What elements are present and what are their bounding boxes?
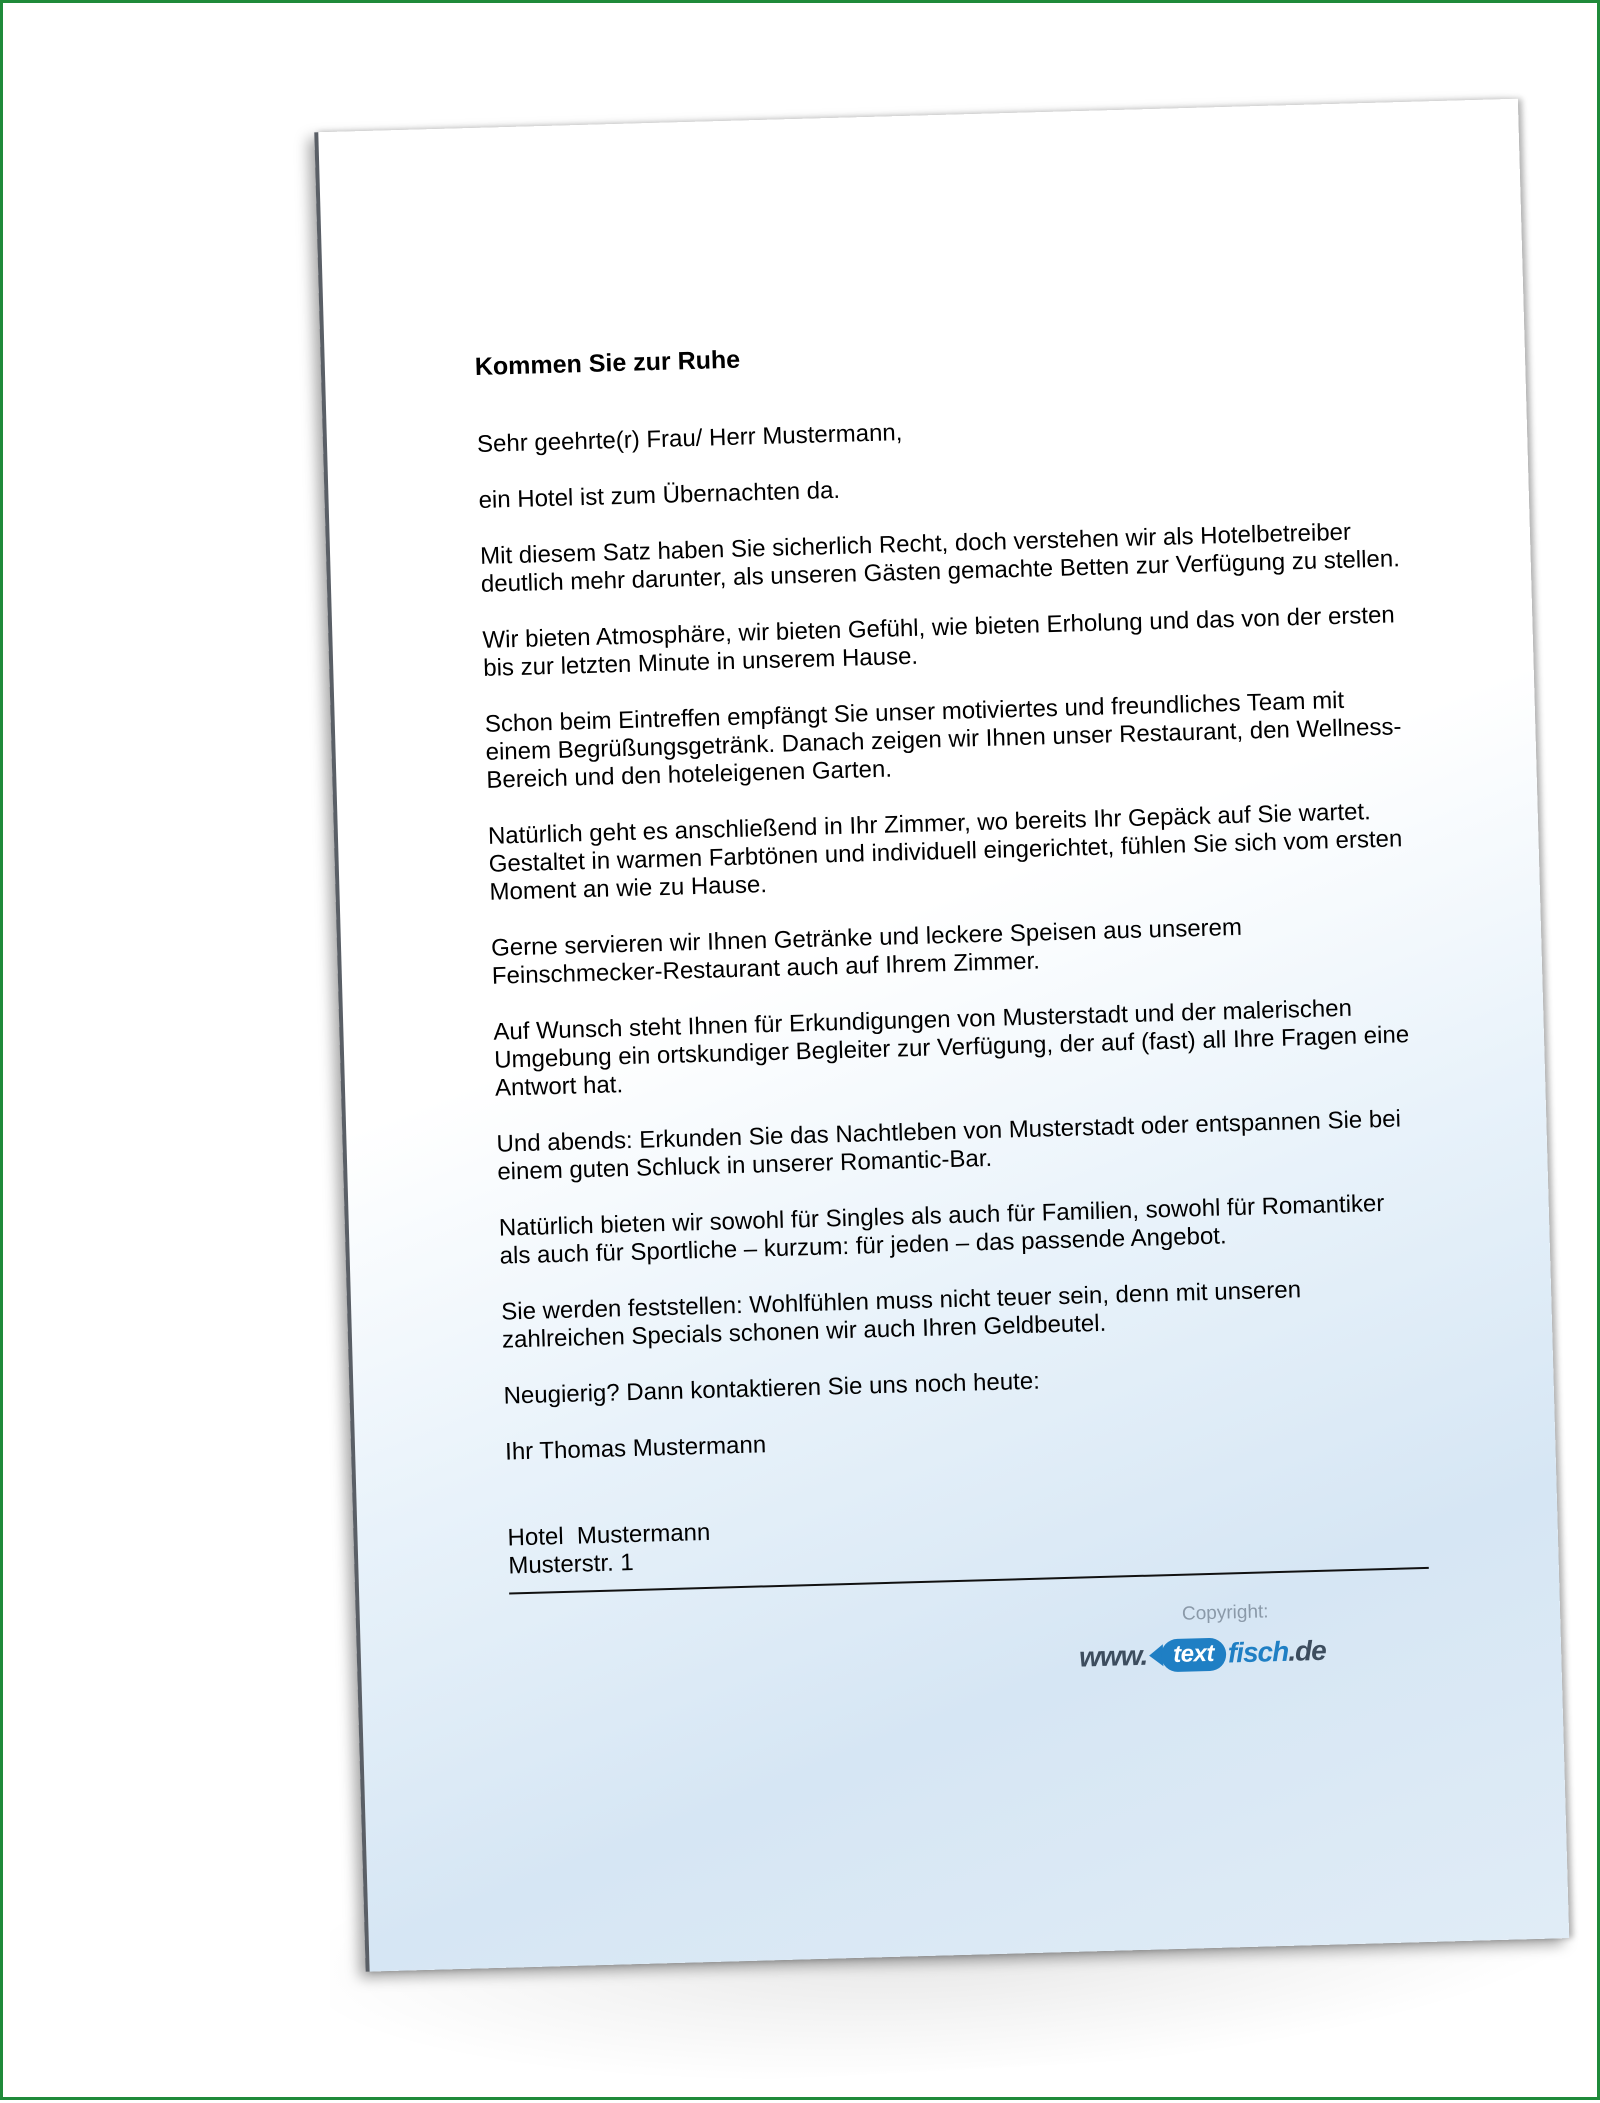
letter-paragraph: Schon beim Eintreffen empfängt Sie unser motiviertes und freundliches Team mit einem Begrüßungsgetränk. Danach zeigen wir Ihnen unser Restaurant, den Wellness-Bereich und den hoteleigenen Garten. <box>484 686 1402 794</box>
logo-fish-text: text <box>1161 1637 1227 1672</box>
copyright-label: Copyright: <box>1181 1601 1269 1625</box>
letter-paragraph: Wir bieten Atmosphäre, wir bieten Gefühl, wie bieten Erholung und das von der ersten bis zur letzten Minute in unserem Hause. <box>482 601 1396 682</box>
letter-paragraph: Natürlich geht es anschließend in Ihr Zimmer, wo bereits Ihr Gepäck auf Sie wartet. Gestaltet in warmen Farbtönen und individuell eingerichtet, fühlen Sie sich vom ersten Moment an wie zu Hause. <box>487 798 1403 906</box>
logo-tld: .de <box>1287 1634 1327 1667</box>
fish-icon <box>1149 1637 1227 1672</box>
letter-title: Kommen Sie zur Ruhe <box>474 345 741 381</box>
sender-name: Hotel Mustermann <box>507 1518 711 1552</box>
logo-prefix: www. <box>1078 1639 1148 1673</box>
letter-paragraph: Auf Wunsch steht Ihnen für Erkundigungen von Musterstadt und der malerischen Umgebung ein ortskundiger Begleiter zur Verfügung, der auf (fast) all Ihre Fragen eine Antwort hat. <box>493 994 1410 1102</box>
letter-salutation: Sehr geehrte(r) Frau/ Herr Mustermann, <box>476 419 903 458</box>
textfisch-logo <box>1079 1631 1327 1678</box>
letter-paragraph: Gerne servieren wir Ihnen Getränke und leckere Speisen aus unserem Feinschmecker-Restaurant auch auf Ihrem Zimmer. <box>490 913 1243 990</box>
document-page <box>314 99 1569 1972</box>
letter-paragraph: Und abends: Erkunden Sie das Nachtleben von Musterstadt oder entspannen Sie bei einem guten Schluck in unserer Romantic-Bar. <box>496 1105 1402 1186</box>
letter-body <box>474 327 1428 1580</box>
letter-paragraph: Neugierig? Dann kontaktieren Sie uns noch heute: <box>503 1367 1041 1410</box>
sender-street: Musterstr. 1 <box>507 1549 635 1580</box>
sender-address <box>507 1499 1428 1581</box>
letter-paragraph: ein Hotel ist zum Übernachten da. <box>478 476 841 514</box>
letter-paragraph: Sie werden feststellen: Wohlfühlen muss nicht teuer sein, denn mit unseren zahlreichen Specials schonen wir auch Ihren Geldbeutel. <box>500 1276 1302 1354</box>
logo-suffix: fisch <box>1227 1635 1289 1669</box>
letter-paragraph: Mit diesem Satz haben Sie sicherlich Recht, doch verstehen wir als Hotelbetreiber deutlich mehr darunter, als unseren Gästen gemachte Betten zur Verfügung zu stellen. <box>479 518 1401 598</box>
letter-paragraph: Natürlich bieten wir sowohl für Singles als auch für Familien, sowohl für Romantiker als auch für Sportliche – kurzum: für jeden – das passende Angebot. <box>498 1189 1385 1270</box>
document-preview <box>314 98 1585 1991</box>
letter-closing: Ihr Thomas Mustermann <box>504 1431 767 1466</box>
